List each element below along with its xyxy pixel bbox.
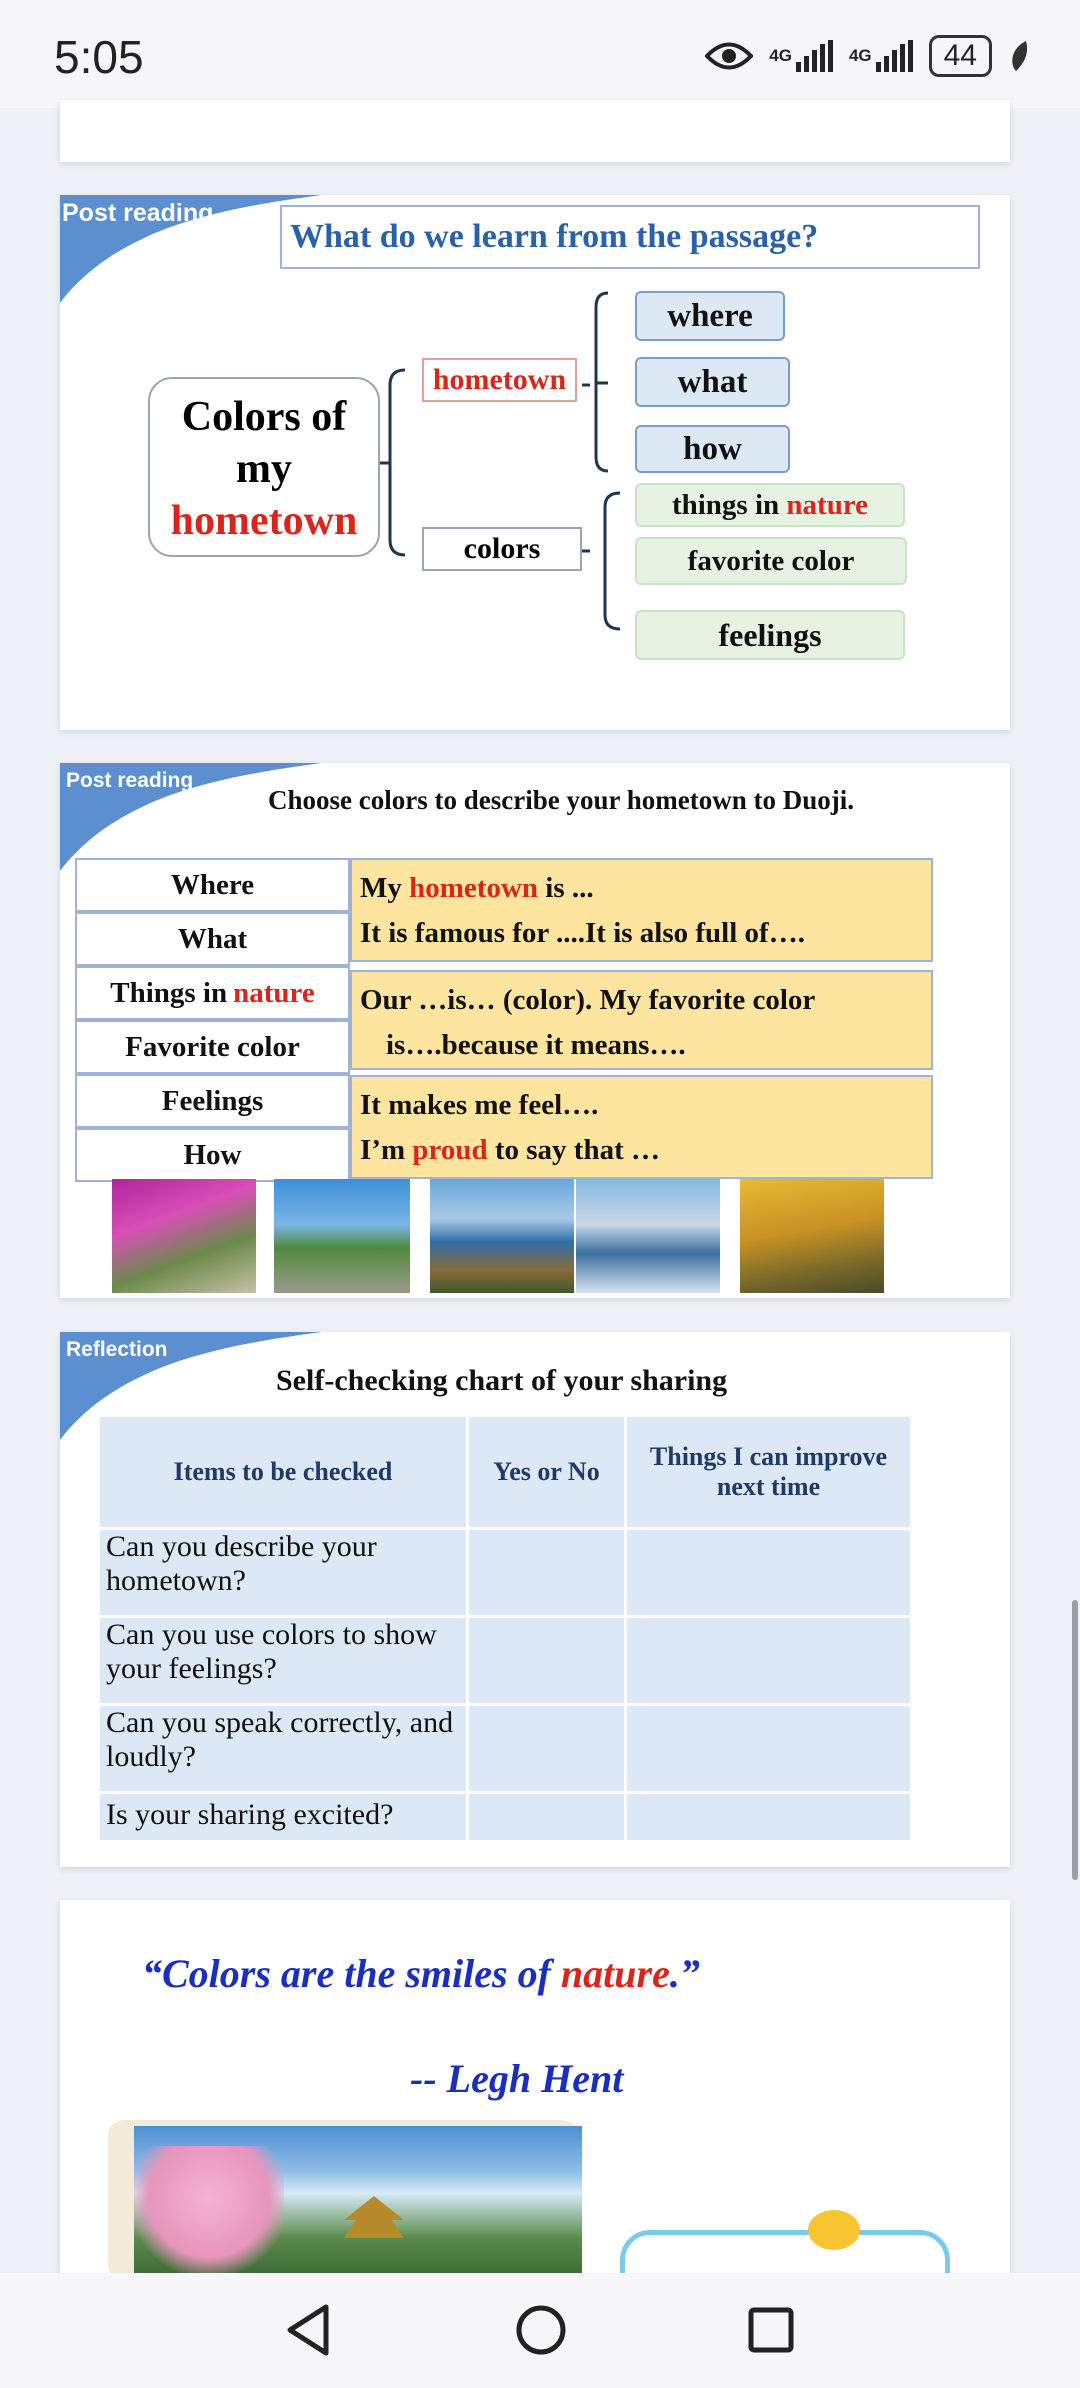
node-feelings: feelings xyxy=(635,610,905,660)
table-row: Can you speak correctly, and loudly? xyxy=(100,1706,466,1791)
emoji-icon xyxy=(808,2210,860,2250)
table-cell-empty xyxy=(469,1530,624,1615)
section-tag: Reflection xyxy=(66,1338,168,1361)
row-label-favorite-color: Favorite color xyxy=(75,1020,350,1074)
signal-icon: 4G xyxy=(769,40,833,72)
slide-card-previous xyxy=(60,100,1010,162)
chart-title: Self-checking chart of your sharing xyxy=(276,1364,728,1397)
signal-icon: 4G xyxy=(849,40,913,72)
node-favorite-color: favorite color xyxy=(635,537,907,585)
back-icon[interactable] xyxy=(280,2301,338,2359)
section-tag: Post reading xyxy=(62,199,214,227)
cloud-shape xyxy=(620,2230,950,2273)
recents-icon[interactable] xyxy=(742,2301,800,2359)
row-label-where: Where xyxy=(75,858,350,912)
table-row: Is your sharing excited? xyxy=(100,1794,466,1840)
eye-icon xyxy=(705,39,753,73)
slide-title: Choose colors to describe your hometown to Duoji. xyxy=(268,785,854,815)
table-cell-empty xyxy=(627,1530,910,1615)
table-cell-empty xyxy=(469,1618,624,1703)
scrollbar[interactable] xyxy=(1072,1600,1078,1880)
table-cell-empty xyxy=(469,1794,624,1840)
node-things-in-nature: things in nature xyxy=(635,483,905,527)
sentence-box-colors: Our …is… (color). My favorite color is….because it means…. xyxy=(350,970,933,1070)
photo-flowers xyxy=(112,1179,256,1293)
photo-gulls xyxy=(576,1179,720,1293)
node-where: where xyxy=(635,291,785,341)
slide-card-choose-colors xyxy=(60,763,1010,1298)
section-tag: Post reading xyxy=(66,769,194,792)
pagoda-shape xyxy=(344,2196,404,2256)
table-cell-empty xyxy=(469,1706,624,1791)
quote-author: -- Legh Hent xyxy=(410,2056,624,2101)
row-label-feelings: Feelings xyxy=(75,1074,350,1128)
home-icon[interactable] xyxy=(512,2301,570,2359)
table-row: Can you use colors to show your feelings? xyxy=(100,1618,466,1703)
sentence-box-hometown: My hometown is ... It is famous for ....It is also full of…. xyxy=(350,858,933,962)
slide-card-mindmap xyxy=(60,195,1010,730)
row-label-things-in-nature: Things in nature xyxy=(75,966,350,1020)
branch-colors: colors xyxy=(422,527,582,571)
table-cell-empty xyxy=(627,1794,910,1840)
navigation-bar xyxy=(0,2273,1080,2388)
quote-text: “Colors are the smiles of nature.” xyxy=(142,1951,700,1996)
photo-pagoda xyxy=(134,2126,582,2273)
row-label-what: What xyxy=(75,912,350,966)
battery-icon: 44 xyxy=(929,35,992,77)
photo-lake xyxy=(430,1179,574,1293)
status-bar xyxy=(0,0,1080,108)
leaf-icon xyxy=(1008,39,1030,73)
node-how: how xyxy=(635,425,790,473)
question-box: What do we learn from the passage? xyxy=(280,205,980,269)
header-items: Items to be checked xyxy=(100,1417,466,1527)
row-label-how: How xyxy=(75,1128,350,1182)
table-cell-empty xyxy=(627,1618,910,1703)
clock: 5:05 xyxy=(54,31,144,83)
table-row: Can you describe your hometown? xyxy=(100,1530,466,1615)
header-improve: Things I can improve next time xyxy=(627,1417,910,1527)
table-cell-empty xyxy=(627,1706,910,1791)
node-what: what xyxy=(635,357,790,407)
slide-card-reflection xyxy=(60,1332,1010,1867)
header-yes-no: Yes or No xyxy=(469,1417,624,1527)
mindmap-root: Colors of my hometown xyxy=(148,377,380,557)
slide-card-quote xyxy=(60,1900,1010,2273)
status-icons xyxy=(705,32,1030,80)
branch-hometown: hometown xyxy=(422,358,577,402)
photo-mountain xyxy=(274,1179,410,1293)
photo-autumn xyxy=(740,1179,884,1293)
sentence-box-feelings: It makes me feel…. I’m proud to say that … xyxy=(350,1075,933,1179)
